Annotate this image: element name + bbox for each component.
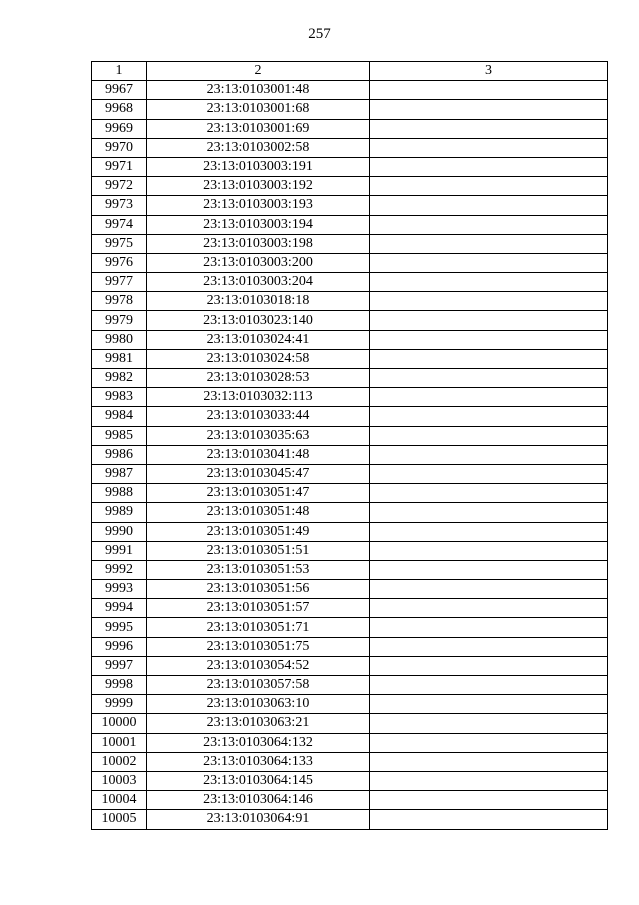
row-number-cell: 10000 xyxy=(92,714,147,733)
notes-cell xyxy=(370,464,608,483)
row-number-cell: 9986 xyxy=(92,445,147,464)
row-number-cell: 9995 xyxy=(92,618,147,637)
row-number-cell: 9997 xyxy=(92,656,147,675)
column-header-3: 3 xyxy=(370,62,608,81)
notes-cell xyxy=(370,234,608,253)
table-row xyxy=(92,791,608,810)
notes-cell xyxy=(370,196,608,215)
row-number-cell: 10002 xyxy=(92,752,147,771)
row-number-cell: 10005 xyxy=(92,810,147,829)
notes-cell xyxy=(370,541,608,560)
cadastral-number-cell: 23:13:0103064:146 xyxy=(147,791,370,810)
row-number-cell: 9985 xyxy=(92,426,147,445)
notes-cell xyxy=(370,119,608,138)
notes-cell xyxy=(370,656,608,675)
row-number-cell: 10001 xyxy=(92,733,147,752)
row-number-cell: 9983 xyxy=(92,388,147,407)
table-row xyxy=(92,234,608,253)
row-number-cell: 9994 xyxy=(92,599,147,618)
notes-cell xyxy=(370,407,608,426)
notes-cell xyxy=(370,215,608,234)
cadastral-number-cell: 23:13:0103024:58 xyxy=(147,349,370,368)
row-number-cell: 10003 xyxy=(92,771,147,790)
notes-cell xyxy=(370,522,608,541)
cadastral-number-cell: 23:13:0103051:48 xyxy=(147,503,370,522)
notes-cell xyxy=(370,560,608,579)
notes-cell xyxy=(370,637,608,656)
cadastral-number-cell: 23:13:0103051:49 xyxy=(147,522,370,541)
table-row xyxy=(92,733,608,752)
row-number-cell: 9977 xyxy=(92,273,147,292)
cadastral-number-cell: 23:13:0103003:204 xyxy=(147,273,370,292)
table-row xyxy=(92,599,608,618)
cadastral-number-cell: 23:13:0103063:21 xyxy=(147,714,370,733)
table-row xyxy=(92,560,608,579)
cadastral-number-cell: 23:13:0103064:132 xyxy=(147,733,370,752)
row-number-cell: 9980 xyxy=(92,330,147,349)
table-row xyxy=(92,311,608,330)
page-number: 257 xyxy=(308,26,331,42)
cadastral-number-cell: 23:13:0103045:47 xyxy=(147,464,370,483)
notes-cell xyxy=(370,810,608,829)
table-row xyxy=(92,771,608,790)
table-row xyxy=(92,484,608,503)
row-number-cell: 9991 xyxy=(92,541,147,560)
notes-cell xyxy=(370,791,608,810)
cadastral-number-cell: 23:13:0103024:41 xyxy=(147,330,370,349)
cadastral-number-cell: 23:13:0103051:75 xyxy=(147,637,370,656)
cadastral-number-cell: 23:13:0103003:191 xyxy=(147,157,370,176)
notes-cell xyxy=(370,388,608,407)
notes-cell xyxy=(370,695,608,714)
row-number-cell: 9989 xyxy=(92,503,147,522)
table-row xyxy=(92,388,608,407)
row-number-cell: 9975 xyxy=(92,234,147,253)
notes-cell xyxy=(370,253,608,272)
table-row xyxy=(92,618,608,637)
notes-cell xyxy=(370,733,608,752)
cadastral-number-cell: 23:13:0103051:51 xyxy=(147,541,370,560)
table-row xyxy=(92,215,608,234)
table-row xyxy=(92,714,608,733)
table-row xyxy=(92,407,608,426)
cadastral-number-cell: 23:13:0103003:194 xyxy=(147,215,370,234)
cadastral-number-cell: 23:13:0103023:140 xyxy=(147,311,370,330)
row-number-cell: 9998 xyxy=(92,676,147,695)
notes-cell xyxy=(370,157,608,176)
cadastral-number-cell: 23:13:0103001:69 xyxy=(147,119,370,138)
cadastral-number-cell: 23:13:0103051:53 xyxy=(147,560,370,579)
table-row xyxy=(92,503,608,522)
row-number-cell: 9993 xyxy=(92,580,147,599)
notes-cell xyxy=(370,100,608,119)
row-number-cell: 9978 xyxy=(92,292,147,311)
cadastral-number-cell: 23:13:0103064:91 xyxy=(147,810,370,829)
row-number-cell: 9976 xyxy=(92,253,147,272)
cadastral-number-cell: 23:13:0103003:198 xyxy=(147,234,370,253)
row-number-cell: 9969 xyxy=(92,119,147,138)
row-number-cell: 9981 xyxy=(92,349,147,368)
cadastral-number-cell: 23:13:0103051:47 xyxy=(147,484,370,503)
table-row xyxy=(92,369,608,388)
cadastral-number-cell: 23:13:0103057:58 xyxy=(147,676,370,695)
table-row xyxy=(92,656,608,675)
cadastral-number-cell: 23:13:0103051:71 xyxy=(147,618,370,637)
row-number-cell: 9982 xyxy=(92,369,147,388)
table-row xyxy=(92,157,608,176)
table-row xyxy=(92,541,608,560)
row-number-cell: 9996 xyxy=(92,637,147,656)
cadastral-number-cell: 23:13:0103001:48 xyxy=(147,81,370,100)
table-row xyxy=(92,100,608,119)
notes-cell xyxy=(370,599,608,618)
cadastral-number-cell: 23:13:0103064:145 xyxy=(147,771,370,790)
row-number-cell: 10004 xyxy=(92,791,147,810)
cadastral-number-cell: 23:13:0103051:56 xyxy=(147,580,370,599)
table-row xyxy=(92,676,608,695)
row-number-cell: 9984 xyxy=(92,407,147,426)
column-header-1: 1 xyxy=(92,62,147,81)
cadastral-number-cell: 23:13:0103051:57 xyxy=(147,599,370,618)
row-number-cell: 9973 xyxy=(92,196,147,215)
notes-cell xyxy=(370,311,608,330)
cadastral-number-cell: 23:13:0103002:58 xyxy=(147,138,370,157)
cadastral-number-cell: 23:13:0103064:133 xyxy=(147,752,370,771)
notes-cell xyxy=(370,369,608,388)
registry-table xyxy=(91,61,608,830)
row-number-cell: 9968 xyxy=(92,100,147,119)
notes-cell xyxy=(370,81,608,100)
notes-cell xyxy=(370,714,608,733)
notes-cell xyxy=(370,177,608,196)
row-number-cell: 9971 xyxy=(92,157,147,176)
table-row xyxy=(92,810,608,829)
cadastral-number-cell: 23:13:0103063:10 xyxy=(147,695,370,714)
row-number-cell: 9990 xyxy=(92,522,147,541)
table-row xyxy=(92,81,608,100)
table-row xyxy=(92,253,608,272)
table-row xyxy=(92,522,608,541)
notes-cell xyxy=(370,273,608,292)
cadastral-number-cell: 23:13:0103054:52 xyxy=(147,656,370,675)
notes-cell xyxy=(370,426,608,445)
table-header-row xyxy=(92,62,608,81)
cadastral-number-cell: 23:13:0103001:68 xyxy=(147,100,370,119)
table-row xyxy=(92,637,608,656)
notes-cell xyxy=(370,503,608,522)
column-header-2: 2 xyxy=(147,62,370,81)
notes-cell xyxy=(370,445,608,464)
row-number-cell: 9999 xyxy=(92,695,147,714)
row-number-cell: 9974 xyxy=(92,215,147,234)
cadastral-number-cell: 23:13:0103018:18 xyxy=(147,292,370,311)
row-number-cell: 9988 xyxy=(92,484,147,503)
table-row xyxy=(92,580,608,599)
table-row xyxy=(92,752,608,771)
table-row xyxy=(92,330,608,349)
table-row xyxy=(92,273,608,292)
row-number-cell: 9987 xyxy=(92,464,147,483)
row-number-cell: 9979 xyxy=(92,311,147,330)
notes-cell xyxy=(370,771,608,790)
notes-cell xyxy=(370,618,608,637)
cadastral-number-cell: 23:13:0103003:200 xyxy=(147,253,370,272)
notes-cell xyxy=(370,330,608,349)
cadastral-number-cell: 23:13:0103041:48 xyxy=(147,445,370,464)
table-row xyxy=(92,292,608,311)
table-row xyxy=(92,349,608,368)
row-number-cell: 9992 xyxy=(92,560,147,579)
table-row xyxy=(92,695,608,714)
table-row xyxy=(92,119,608,138)
cadastral-number-cell: 23:13:0103003:193 xyxy=(147,196,370,215)
row-number-cell: 9967 xyxy=(92,81,147,100)
table-row xyxy=(92,464,608,483)
notes-cell xyxy=(370,580,608,599)
notes-cell xyxy=(370,484,608,503)
cadastral-number-cell: 23:13:0103035:63 xyxy=(147,426,370,445)
table-row xyxy=(92,138,608,157)
cadastral-number-cell: 23:13:0103033:44 xyxy=(147,407,370,426)
notes-cell xyxy=(370,138,608,157)
cadastral-number-cell: 23:13:0103028:53 xyxy=(147,369,370,388)
table-row xyxy=(92,177,608,196)
row-number-cell: 9972 xyxy=(92,177,147,196)
row-number-cell: 9970 xyxy=(92,138,147,157)
notes-cell xyxy=(370,292,608,311)
table-row xyxy=(92,196,608,215)
table-row xyxy=(92,426,608,445)
notes-cell xyxy=(370,676,608,695)
notes-cell xyxy=(370,752,608,771)
notes-cell xyxy=(370,349,608,368)
table-row xyxy=(92,445,608,464)
cadastral-number-cell: 23:13:0103032:113 xyxy=(147,388,370,407)
cadastral-number-cell: 23:13:0103003:192 xyxy=(147,177,370,196)
table-body xyxy=(92,81,608,829)
